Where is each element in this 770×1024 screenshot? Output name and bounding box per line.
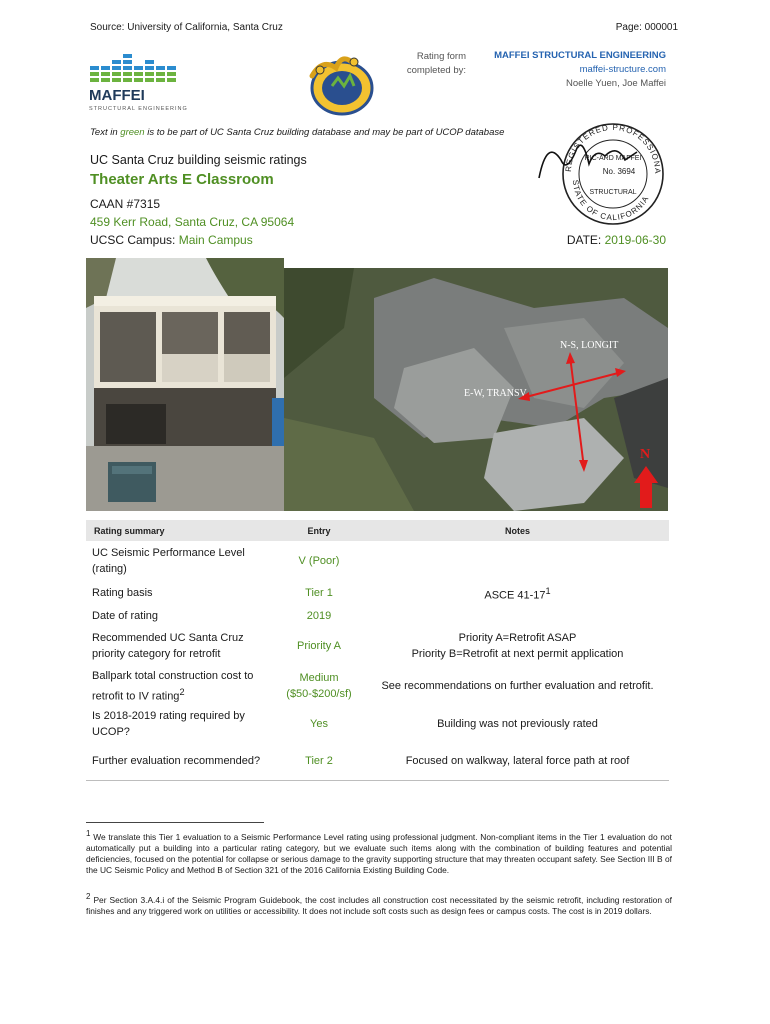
- row-note: [366, 606, 669, 626]
- ns-axis-label: N-S, LONGIT: [560, 340, 619, 351]
- row-label: Rating basis: [92, 587, 153, 600]
- header-notes: Notes: [366, 520, 669, 541]
- row-entry: Medium ($50-$200/sf): [286, 671, 352, 700]
- date-label: DATE:: [566, 233, 602, 247]
- campus-line: [90, 233, 253, 247]
- svg-text:REGISTERED PROFESSIONAL ENGINE: [533, 108, 662, 175]
- source-line: Source: University of California, Santa Cruz: [90, 22, 283, 33]
- seal-top-text: REGISTERED PROFESSIONA: [563, 122, 663, 175]
- note-before: Text in: [90, 127, 121, 138]
- table-row: [86, 706, 669, 742]
- row-note: Focused on walkway, lateral force path at roof: [366, 742, 669, 780]
- firm-website[interactable]: maffei-structure.com: [579, 64, 666, 75]
- row-label: [86, 666, 272, 707]
- table-row: [86, 541, 669, 581]
- row-label: Date of rating: [92, 609, 159, 622]
- row-note: See recommendations on further evaluation and retrofit.: [381, 679, 654, 692]
- seal-bottom-text: STATE OF CALIFORNIA: [570, 179, 651, 223]
- footnote-text: We translate this Tier 1 evaluation to a Seismic Performance Level rating using professional judgment. Non-compliant items in the Tier 1 evaluation do not automatically put a building into a particular rating category, but we evaluate such items along with the combination of building features and potential deficiencies, focused on the potential for collapse or serious damage to the gravity supporting structure that may threaten occupant safety. See Section III B of the UC Seismic Policy and Method B of Section 321 of the 2016 California Existing Building Code.: [86, 831, 672, 876]
- row-label: Further evaluation recommended?: [86, 742, 272, 780]
- firm-block: [494, 49, 666, 91]
- ucsc-slug-mascot-icon: [302, 48, 378, 118]
- engineer-seal: [533, 108, 683, 228]
- footnote-1: [86, 828, 672, 877]
- table-row: [86, 606, 669, 626]
- seal-middle: STRUCTURAL: [589, 189, 637, 196]
- note-after: is to be part of UC Santa Cruz building database and may be part of UCOP database: [144, 127, 505, 138]
- table-row: [86, 581, 669, 606]
- rating-summary-table: [86, 520, 669, 781]
- building-name: Theater Arts E Classroom: [90, 171, 274, 188]
- building-address: 459 Kerr Road, Santa Cruz, CA 95064: [90, 215, 295, 229]
- footnote-ref: 1: [545, 586, 551, 596]
- seal-name: RIC-ARD MAFFEI: [584, 155, 642, 162]
- row-entry: Tier 2: [272, 742, 366, 780]
- footnote-text: Per Section 3.A.4.i of the Seismic Program Guidebook, the cost includes all construction cost necessitated by the seismic retrofit, including restoration of finishes and any triggered work on utilities or accessibility. It does not include soft costs such as design fees or campus costs. The cost is in 2019 dollars.: [86, 894, 672, 916]
- building-photo: [86, 258, 284, 511]
- aerial-photo: [284, 268, 668, 511]
- seal-number: No. 3694: [602, 167, 636, 176]
- header-rating-summary: Rating summary: [86, 520, 272, 541]
- logo-subtext: STRUCTURAL ENGINEERING: [89, 106, 188, 112]
- rating-form-label-line2: completed by:: [406, 65, 466, 76]
- row-note: [366, 581, 669, 606]
- table-row: [86, 742, 669, 780]
- row-label: Recommended UC Santa Cruz priority category for retrofit: [92, 631, 244, 660]
- north-label: N: [640, 447, 651, 462]
- table-row: [86, 666, 669, 707]
- row-entry: V (Poor): [298, 555, 340, 567]
- table-header-row: [86, 520, 669, 541]
- campus-value: Main Campus: [178, 233, 253, 247]
- row-label-text: Ballpark total construction cost to retrofit to IV rating: [92, 669, 254, 703]
- footnote-number: 2: [86, 892, 91, 901]
- footnote-ref: 2: [179, 686, 185, 697]
- footnote-2: [86, 891, 672, 917]
- row-entry: 2019: [306, 609, 332, 622]
- row-entry: Priority A: [296, 639, 341, 652]
- ew-axis-label: E-W, TRANSV: [464, 388, 527, 399]
- row-note: [366, 541, 669, 581]
- table-row: [86, 626, 669, 666]
- note-green-word: green: [120, 127, 145, 138]
- date-value: 2019-06-30: [604, 233, 666, 247]
- row-note: [366, 626, 669, 666]
- row-entry: Yes: [310, 718, 328, 731]
- caan-number: CAAN #7315: [90, 197, 161, 211]
- row-note: Building was not previously rated: [437, 718, 598, 731]
- maffei-logo: [88, 54, 188, 112]
- svg-text:STATE OF CALIFORNIA: [571, 179, 651, 222]
- row-note-line2: Priority B=Retrofit at next permit application: [411, 647, 624, 660]
- firm-people: Noelle Yuen, Joe Maffei: [566, 78, 666, 89]
- database-note: [90, 127, 504, 138]
- row-note-text: ASCE 41-17: [484, 589, 546, 602]
- date-line: [567, 233, 666, 247]
- row-label: UC Seismic Performance Level (rating): [92, 547, 245, 575]
- rating-form-label: [398, 50, 466, 78]
- row-label: Is 2018-2019 rating required by UCOP?: [92, 710, 245, 739]
- footnote-number: 1: [86, 829, 91, 838]
- row-entry: Tier 1: [305, 587, 333, 600]
- campus-label: UCSC Campus:: [90, 233, 176, 247]
- header-entry: Entry: [272, 520, 366, 541]
- doc-title: UC Santa Cruz building seismic ratings: [90, 153, 307, 167]
- logo-text: MAFFEI: [89, 87, 145, 104]
- page-number: Page: 000001: [615, 22, 678, 33]
- footnote-divider: [86, 822, 264, 823]
- rating-form-label-line1: Rating form: [416, 51, 466, 62]
- row-note-line1: Priority A=Retrofit ASAP: [458, 631, 577, 644]
- firm-name: MAFFEI STRUCTURAL ENGINEERING: [494, 50, 666, 61]
